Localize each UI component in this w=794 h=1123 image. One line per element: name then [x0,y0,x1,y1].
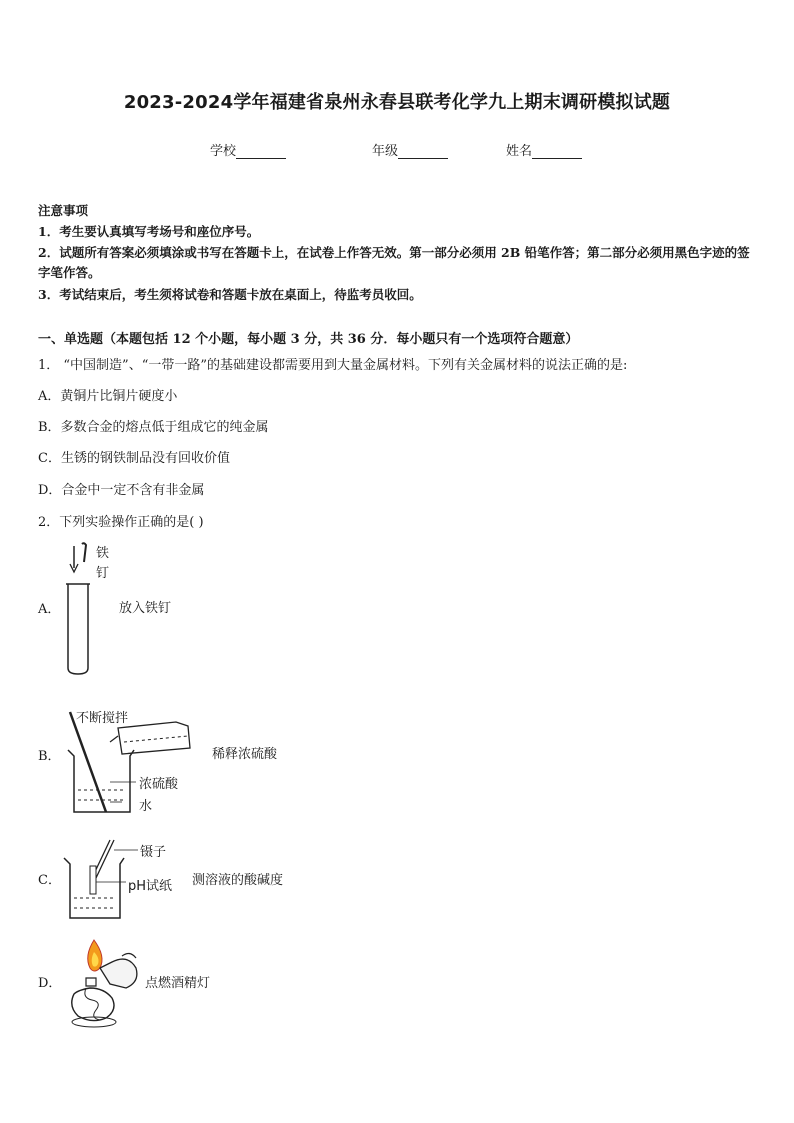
q1-option-d[interactable]: D．合金中一定不含有非金属 [38,483,205,498]
stir-label: 不断搅拌 [76,711,129,726]
q2-stem: 2．下列实验操作正确的是( ) [38,515,204,530]
nail-label-1: 铁 [96,546,110,561]
q2-option-d-letter[interactable]: D． [38,976,62,991]
school-field[interactable] [210,140,286,159]
q2-option-a-letter[interactable]: A． [38,602,61,617]
q2-option-c-letter[interactable]: C． [38,873,61,888]
notice-item-1: 1．考生要认真填写考场号和座位序号。 [38,224,260,239]
acid-label: 浓硫酸 [139,777,179,792]
name-blank[interactable] [532,144,582,159]
nail-label-2: 钉 [96,566,110,581]
q1-stem: 1． “中国制造”、“一带一路”的基础建设都需要用到大量金属材料。下列有关金属材料的说法正确的是: [38,358,628,373]
q2-option-a-caption: 放入铁钉 [119,601,172,616]
test-tube-nail-figure [62,540,122,680]
q1-option-a[interactable]: A．黄铜片比铜片硬度小 [38,389,178,404]
notice-item-3: 3．考试结束后，考生须将试卷和答题卡放在桌面上，待监考员收回。 [38,287,422,302]
alcohol-lamp-figure [64,938,144,1030]
q1-option-b[interactable]: B．多数合金的熔点低于组成它的纯金属 [38,420,269,435]
q1-option-c[interactable]: C．生锈的钢铁制品没有回收价值 [38,451,230,466]
name-label: 姓名 [506,144,533,159]
grade-label: 年级 [372,144,399,159]
q2-option-d-caption: 点燃酒精灯 [145,976,211,991]
notice-heading: 注意事项 [38,203,89,218]
q2-option-b-letter[interactable]: B． [38,749,61,764]
tweezers-label: 镊子 [140,845,167,860]
section-heading: 一、单选题（本题包括 12 个小题，每小题 3 分，共 36 分．每小题只有一个选项符合题意） [38,332,579,347]
q2-option-b-caption: 稀释浓硫酸 [212,747,278,762]
notice-item-2: 2．试题所有答案必须填涂或书写在答题卡上，在试卷上作答无效。第一部分必须用 2B 铅笔作答；第二部分必须用黑色字迹的签字笔作答。 [38,245,750,280]
name-field[interactable] [506,140,582,159]
school-label: 学校 [210,144,237,159]
grade-field[interactable] [372,140,448,159]
school-blank[interactable] [236,144,286,159]
ph-paper-label: pH试纸 [128,879,173,894]
exam-title: 2023-2024学年福建省泉州永春县联考化学九上期末调研模拟试题 [123,92,671,113]
q2-option-c-caption: 测溶液的酸碱度 [192,873,284,888]
water-label: 水 [139,799,153,814]
grade-blank[interactable] [398,144,448,159]
